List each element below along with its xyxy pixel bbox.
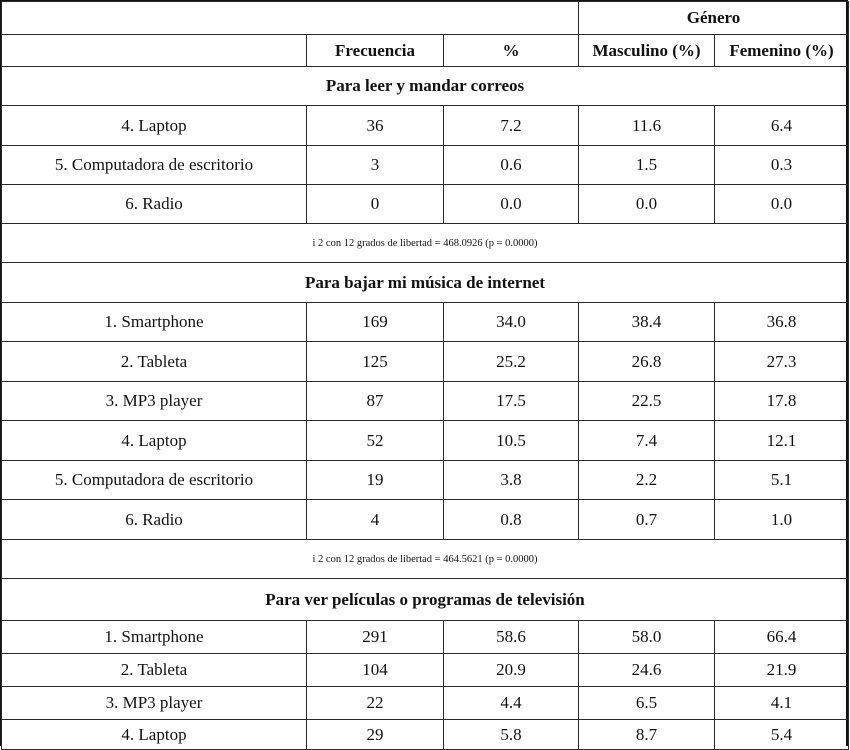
section-title: Para ver películas o programas de televisión bbox=[2, 579, 849, 621]
row-value: 87 bbox=[307, 382, 444, 421]
column-header: Masculino (%) bbox=[579, 35, 715, 67]
chi-square-note-row bbox=[2, 540, 849, 579]
row-value: 22.5 bbox=[579, 382, 715, 421]
row-label: 3. MP3 player bbox=[2, 382, 307, 421]
table-row bbox=[2, 461, 849, 500]
row-label: 3. MP3 player bbox=[2, 687, 307, 720]
header-blank bbox=[2, 2, 579, 35]
chi-square-note: i 2 con 12 grados de libertad = 468.0926 (p = 0.0000) bbox=[2, 224, 849, 263]
row-value: 5.8 bbox=[444, 720, 579, 750]
row-value: 10.5 bbox=[444, 421, 579, 461]
row-value: 20.9 bbox=[444, 654, 579, 687]
row-value: 0 bbox=[307, 185, 444, 224]
row-value: 0.0 bbox=[444, 185, 579, 224]
row-value: 3 bbox=[307, 146, 444, 185]
row-value: 52 bbox=[307, 421, 444, 461]
row-label: 1. Smartphone bbox=[2, 303, 307, 342]
column-header: Frecuencia bbox=[307, 35, 444, 67]
row-value: 7.4 bbox=[579, 421, 715, 461]
row-value: 6.5 bbox=[579, 687, 715, 720]
row-value: 125 bbox=[307, 342, 444, 382]
section-title: Para leer y mandar correos bbox=[2, 67, 849, 106]
row-label: 5. Computadora de escritorio bbox=[2, 461, 307, 500]
row-value: 24.6 bbox=[579, 654, 715, 687]
row-value: 19 bbox=[307, 461, 444, 500]
column-header: Femenino (%) bbox=[715, 35, 849, 67]
table-row bbox=[2, 687, 849, 720]
row-label: 1. Smartphone bbox=[2, 621, 307, 654]
row-value: 8.7 bbox=[579, 720, 715, 750]
row-value: 7.2 bbox=[444, 106, 579, 146]
column-header-row bbox=[2, 35, 849, 67]
section-title: Para bajar mi música de internet bbox=[2, 263, 849, 303]
row-value: 5.4 bbox=[715, 720, 849, 750]
section-title-row bbox=[2, 579, 849, 621]
row-label: 5. Computadora de escritorio bbox=[2, 146, 307, 185]
row-value: 38.4 bbox=[579, 303, 715, 342]
row-value: 17.5 bbox=[444, 382, 579, 421]
row-label: 2. Tableta bbox=[2, 654, 307, 687]
row-value: 104 bbox=[307, 654, 444, 687]
section-title-row bbox=[2, 263, 849, 303]
row-value: 0.0 bbox=[579, 185, 715, 224]
data-table bbox=[1, 1, 849, 750]
row-label: 4. Laptop bbox=[2, 106, 307, 146]
row-value: 0.0 bbox=[715, 185, 849, 224]
row-value: 2.2 bbox=[579, 461, 715, 500]
table-row bbox=[2, 146, 849, 185]
row-label: 6. Radio bbox=[2, 500, 307, 540]
row-label: 4. Laptop bbox=[2, 421, 307, 461]
row-value: 12.1 bbox=[715, 421, 849, 461]
section-title-row bbox=[2, 67, 849, 106]
column-header bbox=[2, 35, 307, 67]
row-label: 2. Tableta bbox=[2, 342, 307, 382]
row-value: 22 bbox=[307, 687, 444, 720]
chi-square-note: i 2 con 12 grados de libertad = 464.5621 (p = 0.0000) bbox=[2, 540, 849, 579]
row-value: 34.0 bbox=[444, 303, 579, 342]
row-label: 6. Radio bbox=[2, 185, 307, 224]
row-value: 36.8 bbox=[715, 303, 849, 342]
row-value: 6.4 bbox=[715, 106, 849, 146]
column-header: % bbox=[444, 35, 579, 67]
row-value: 11.6 bbox=[579, 106, 715, 146]
row-value: 36 bbox=[307, 106, 444, 146]
row-value: 0.8 bbox=[444, 500, 579, 540]
row-value: 169 bbox=[307, 303, 444, 342]
table-row bbox=[2, 342, 849, 382]
group-header-row bbox=[2, 2, 849, 35]
row-value: 0.6 bbox=[444, 146, 579, 185]
row-label: 4. Laptop bbox=[2, 720, 307, 750]
row-value: 27.3 bbox=[715, 342, 849, 382]
table-row bbox=[2, 720, 849, 750]
table-row bbox=[2, 382, 849, 421]
row-value: 4.4 bbox=[444, 687, 579, 720]
table-row bbox=[2, 185, 849, 224]
row-value: 291 bbox=[307, 621, 444, 654]
row-value: 25.2 bbox=[444, 342, 579, 382]
row-value: 17.8 bbox=[715, 382, 849, 421]
row-value: 58.0 bbox=[579, 621, 715, 654]
row-value: 58.6 bbox=[444, 621, 579, 654]
row-value: 26.8 bbox=[579, 342, 715, 382]
row-value: 1.0 bbox=[715, 500, 849, 540]
table-row bbox=[2, 421, 849, 461]
row-value: 5.1 bbox=[715, 461, 849, 500]
row-value: 0.3 bbox=[715, 146, 849, 185]
table-row bbox=[2, 303, 849, 342]
row-value: 29 bbox=[307, 720, 444, 750]
genero-header: Género bbox=[579, 2, 849, 35]
row-value: 21.9 bbox=[715, 654, 849, 687]
row-value: 4.1 bbox=[715, 687, 849, 720]
table-row bbox=[2, 106, 849, 146]
row-value: 0.7 bbox=[579, 500, 715, 540]
row-value: 66.4 bbox=[715, 621, 849, 654]
table-row bbox=[2, 621, 849, 654]
table-row bbox=[2, 654, 849, 687]
chi-square-note-row bbox=[2, 224, 849, 263]
table-row bbox=[2, 500, 849, 540]
row-value: 3.8 bbox=[444, 461, 579, 500]
row-value: 4 bbox=[307, 500, 444, 540]
row-value: 1.5 bbox=[579, 146, 715, 185]
